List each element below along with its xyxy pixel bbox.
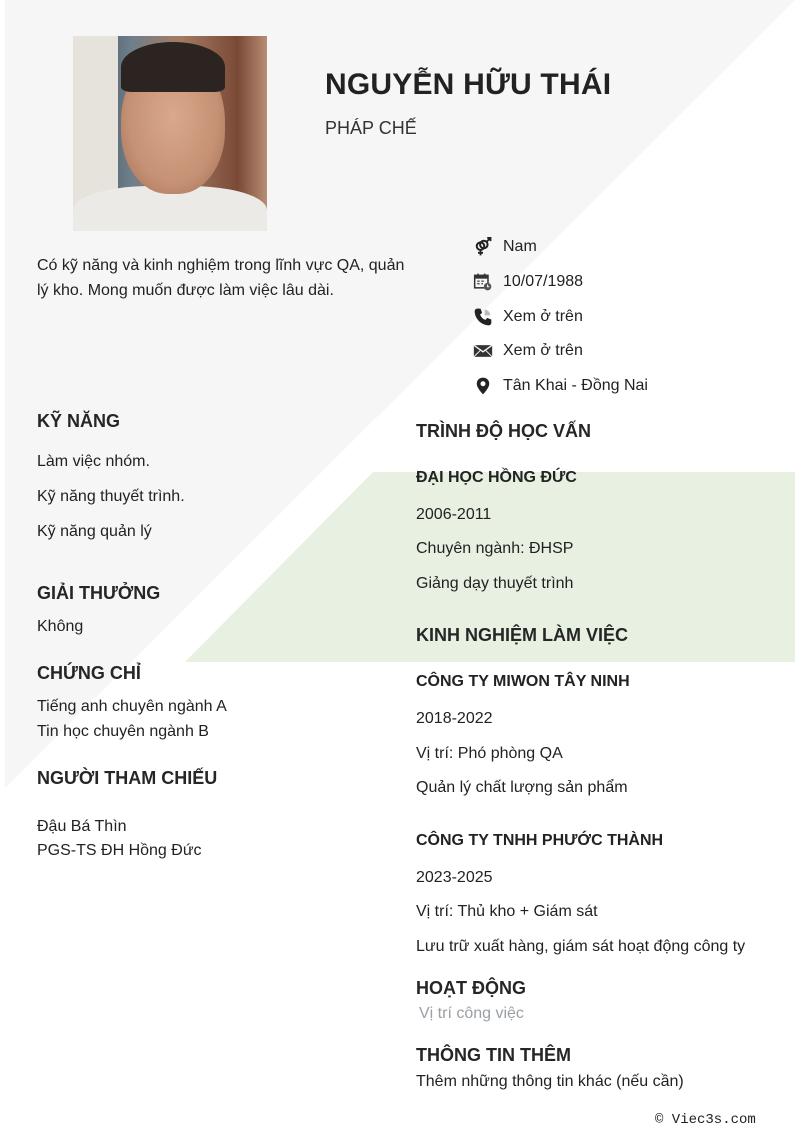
experience-heading: KINH NGHIỆM LÀM VIỆC — [416, 625, 629, 645]
contact-address — [472, 369, 648, 404]
activities-placeholder: Vị trí công việc — [419, 1005, 524, 1022]
contact-gender — [472, 230, 648, 265]
reference-title: PGS-TS ĐH Hồng Đức — [37, 842, 202, 859]
contact-list — [472, 230, 648, 403]
awards-heading: GIẢI THƯỞNG — [37, 583, 161, 603]
experience-description: Quản lý chất lượng sản phẩm — [416, 779, 628, 796]
job-title: PHÁP CHẾ — [325, 118, 417, 138]
email-icon — [472, 340, 494, 362]
education-period: 2006-2011 — [416, 506, 492, 523]
experience-period: 2018-2022 — [416, 710, 493, 727]
contact-address-value: Tân Khai - Đồng Nai — [503, 377, 648, 395]
contact-birthday-value: 10/07/1988 — [503, 273, 584, 291]
experience-company: CÔNG TY MIWON TÂY NINH — [416, 673, 630, 690]
reference-name: Đậu Bá Thìn — [37, 818, 127, 835]
skill-item: Kỹ năng thuyết trình. — [37, 488, 185, 505]
certificates-heading: CHỨNG CHỈ — [37, 663, 141, 683]
experience-company: CÔNG TY TNHH PHƯỚC THÀNH — [416, 832, 664, 849]
location-icon — [472, 375, 494, 397]
references-heading: NGƯỜI THAM CHIẾU — [37, 768, 218, 788]
education-major: Chuyên ngành: ĐHSP — [416, 540, 574, 557]
experience-period: 2023-2025 — [416, 869, 493, 886]
career-summary: Có kỹ năng và kinh nghiệm trong lĩnh vực QA, quản lý kho. Mong muốn được làm việc lâu dài. — [37, 257, 405, 299]
activities-heading: HOẠT ĐỘNG — [416, 978, 526, 998]
photo-hair — [121, 42, 225, 92]
contact-gender-value: Nam — [503, 238, 537, 256]
contact-phone-value: Xem ở trên — [503, 307, 583, 325]
skills-heading: KỸ NĂNG — [37, 411, 121, 431]
contact-phone — [472, 299, 648, 334]
award-item: Không — [37, 618, 84, 635]
education-heading: TRÌNH ĐỘ HỌC VẤN — [416, 421, 591, 441]
footer-copyright: © Viec3s.com — [655, 1112, 756, 1128]
education-school: ĐẠI HỌC HỒNG ĐỨC — [416, 469, 577, 486]
phone-icon — [472, 306, 494, 328]
certificate-item: Tin học chuyên ngành B — [37, 723, 209, 740]
calendar-icon — [472, 271, 494, 293]
additional-info-heading: THÔNG TIN THÊM — [416, 1045, 571, 1065]
skill-item: Kỹ năng quản lý — [37, 523, 152, 540]
certificate-item: Tiếng anh chuyên ngành A — [37, 698, 227, 715]
experience-description: Lưu trữ xuất hàng, giám sát hoạt động công ty — [416, 938, 746, 955]
experience-position: Vị trí: Phó phòng QA — [416, 745, 563, 762]
avatar — [73, 36, 267, 231]
candidate-name: NGUYỄN HỮU THÁI — [325, 68, 612, 101]
contact-birthday — [472, 265, 648, 300]
gender-icon — [472, 236, 494, 258]
education-description: Giảng dạy thuyết trình — [416, 575, 574, 592]
contact-email-value: Xem ở trên — [503, 342, 583, 360]
additional-info-text: Thêm những thông tin khác (nếu cần) — [416, 1073, 684, 1090]
contact-email — [472, 334, 648, 369]
experience-position: Vị trí: Thủ kho + Giám sát — [416, 903, 598, 920]
skill-item: Làm việc nhóm. — [37, 453, 150, 470]
